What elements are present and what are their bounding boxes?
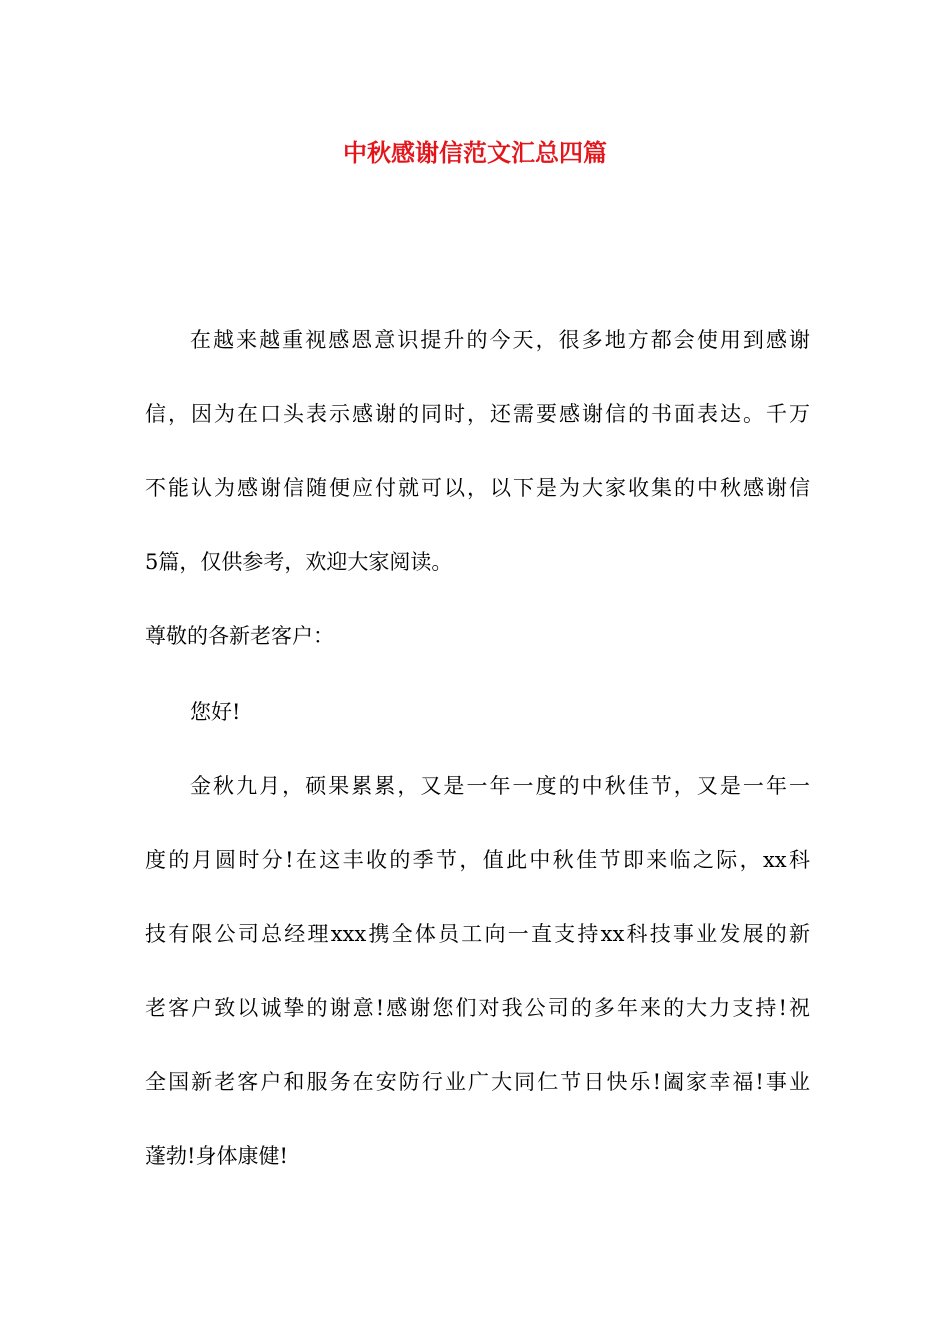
- paragraph-line: 技有限公司总经理xxx携全体员工向一直支持xx科技事业发展的新: [145, 922, 810, 946]
- paragraph-line: 老客户致以诚挚的谢意!感谢您们对我公司的多年来的大力支持!祝: [145, 996, 810, 1020]
- salutation: 尊敬的各新老客户：: [145, 624, 334, 648]
- paragraph-line: 5篇，仅供参考，欢迎大家阅读。: [145, 550, 453, 574]
- paragraph-line: 信，因为在口头表示感谢的同时，还需要感谢信的书面表达。千万: [145, 402, 810, 426]
- paragraph-line: 全国新老客户和服务在安防行业广大同仁节日快乐!阖家幸福!事业: [145, 1070, 810, 1094]
- greeting: 您好!: [190, 700, 241, 724]
- paragraph-line: 蓬勃!身体康健!: [145, 1144, 288, 1168]
- paragraph-line: 金秋九月，硕果累累，又是一年一度的中秋佳节，又是一年一: [190, 774, 810, 798]
- paragraph-line: 度的月圆时分!在这丰收的季节，值此中秋佳节即来临之际，xx科: [145, 848, 810, 872]
- paragraph-line: 不能认为感谢信随便应付就可以，以下是为大家收集的中秋感谢信: [145, 476, 810, 500]
- document-title: 中秋感谢信范文汇总四篇: [343, 138, 607, 167]
- paragraph-line: 在越来越重视感恩意识提升的今天，很多地方都会使用到感谢: [190, 328, 810, 352]
